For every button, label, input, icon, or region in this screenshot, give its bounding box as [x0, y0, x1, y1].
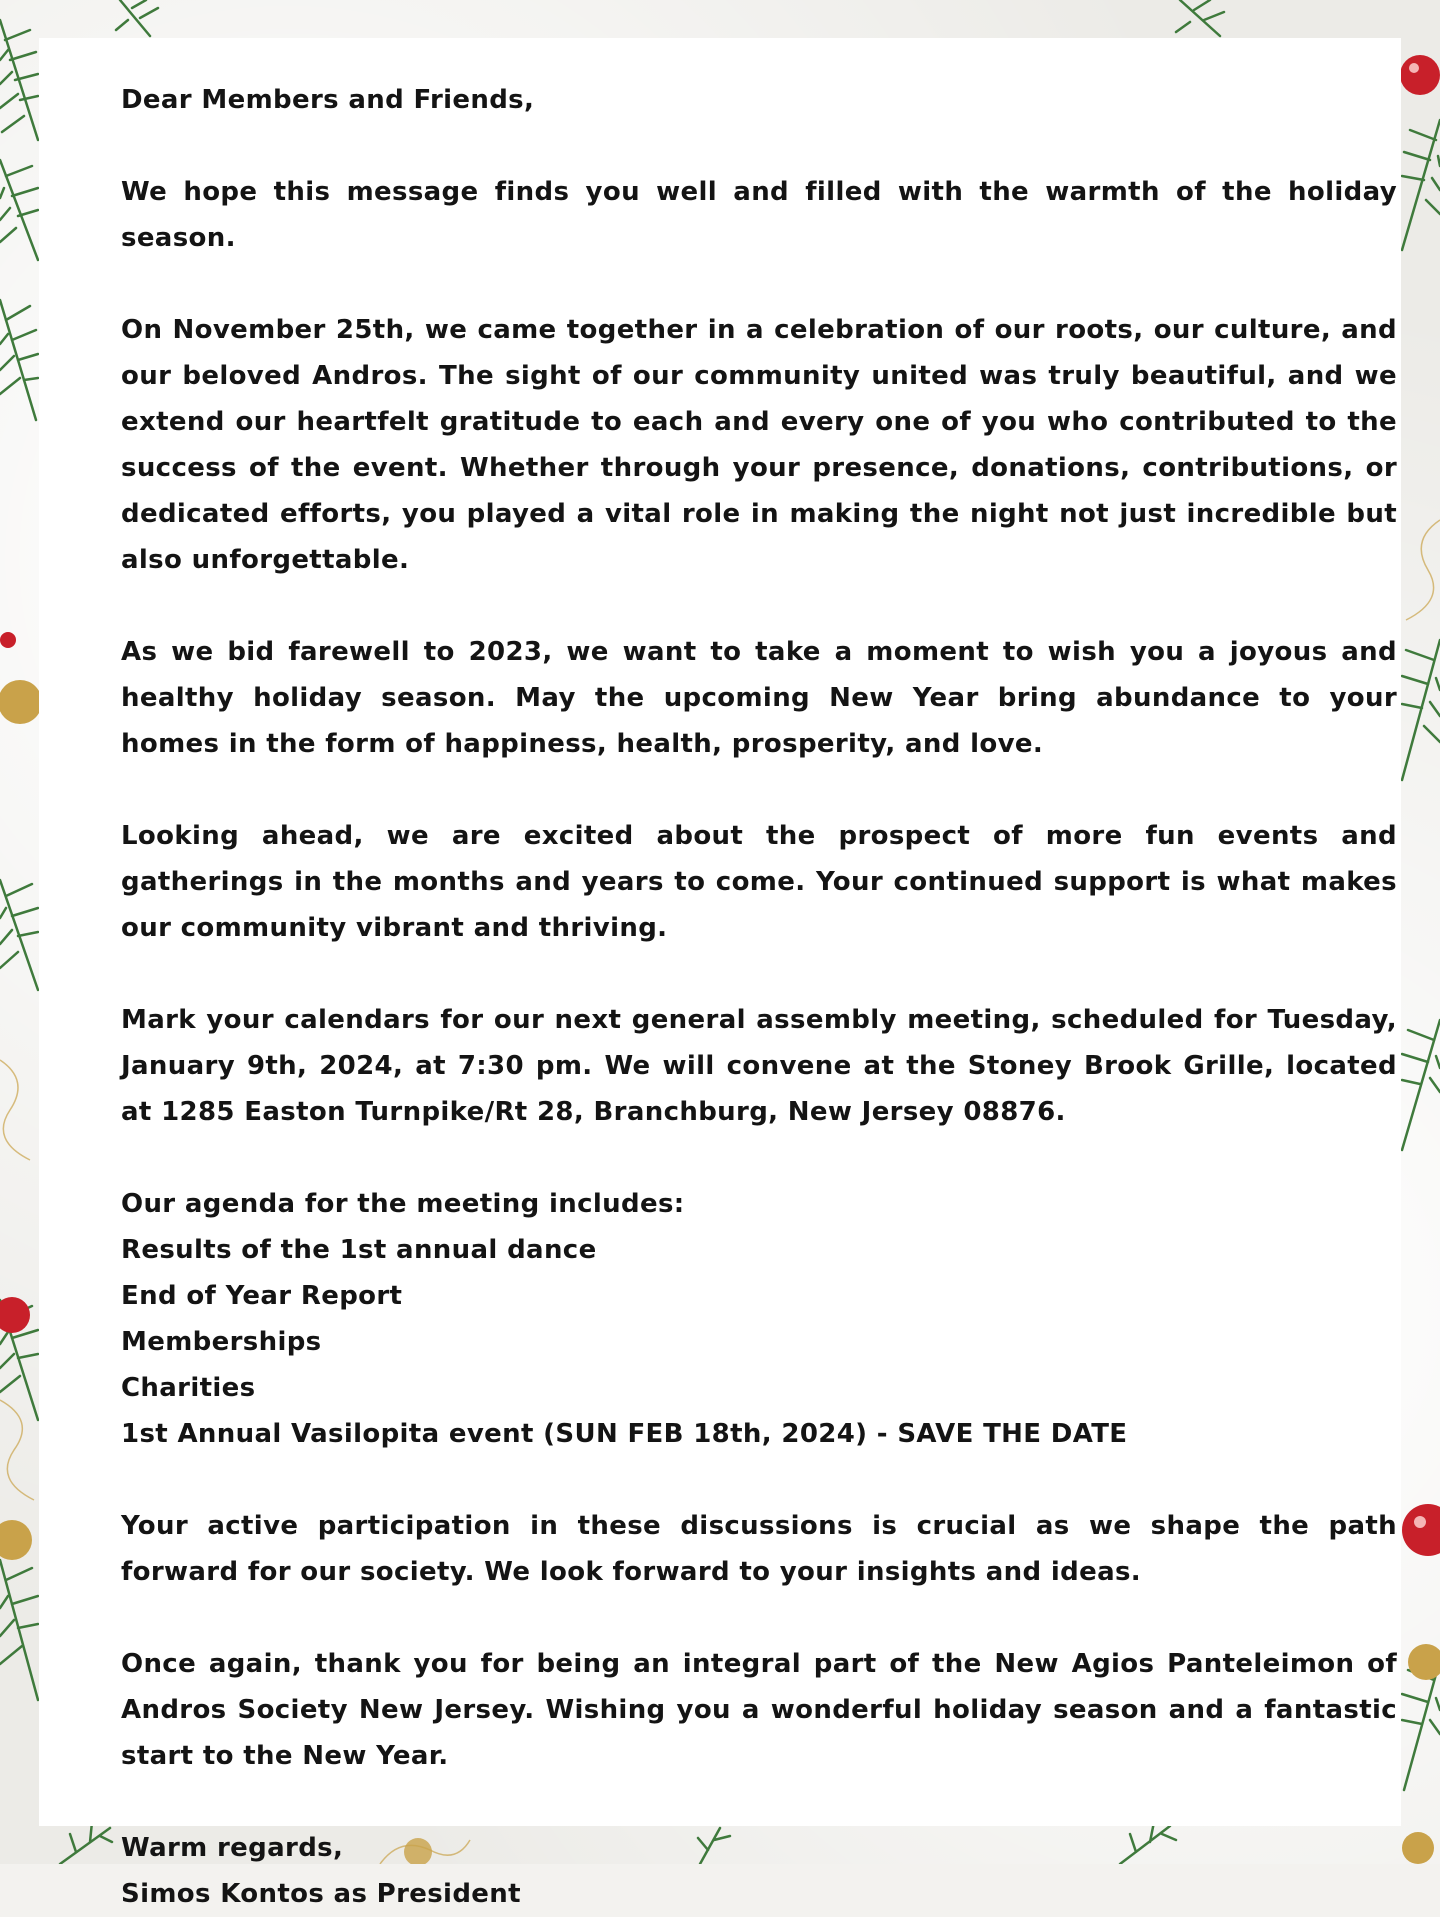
pine-branch-left-top — [0, 20, 38, 420]
letter-body — [121, 77, 1397, 1917]
paragraph-holiday-wishes: As we bid farewell to 2023, we want to take a moment to wish you a joyous and healthy holiday season. May the upcoming New Year bring abundance to your homes in the form of happiness, health, prosperity, and love. — [121, 637, 1397, 759]
agenda-item: Charities — [121, 1373, 256, 1403]
agenda-item: End of Year Report — [121, 1281, 403, 1311]
paragraph-celebration: On November 25th, we came together in a celebration of our roots, our culture, and our beloved Andros. The sight of our community united was truly beautiful, and we extend our heartfelt gratitude to each and every one of you who contributed to the success of the event. Whether through your presence, donations, contributions, or dedicated efforts, you played a vital role in making the night not just incredible but also unforgettable. — [121, 315, 1397, 575]
letter-paper — [39, 38, 1401, 1909]
signature-text: Simos Kontos as President — [121, 1879, 521, 1909]
agenda-item: Results of the 1st annual dance — [121, 1235, 597, 1265]
paragraph-intro: We hope this message finds you well and filled with the warmth of the holiday season. — [121, 177, 1397, 253]
paragraph-thanks: Once again, thank you for being an integral part of the New Agios Panteleimon of Andros Society New Jersey. Wishing you a wonderful holiday season and a fantastic start to the New Year. — [121, 1649, 1397, 1771]
agenda-item: Memberships — [121, 1327, 322, 1357]
signoff — [121, 1825, 1397, 1917]
closing-text: Warm regards, — [121, 1833, 344, 1863]
paragraph-meeting-details: Mark your calendars for our next general assembly meeting, scheduled for Tuesday, January 9th, 2024, at 7:30 pm. We will convene at the Stoney Brook Grille, located at 1285 Easton Turnpike/Rt 28, Branchburg, New Jersey 08876. — [121, 1005, 1397, 1127]
paragraph-participation: Your active participation in these discussions is crucial as we shape the path forward for our society. We look forward to your insights and ideas. — [121, 1511, 1397, 1587]
pine-branch-left-middle — [0, 880, 38, 1700]
agenda-heading: Our agenda for the meeting includes: — [121, 1189, 685, 1219]
agenda-list — [121, 1181, 1397, 1457]
agenda-item: 1st Annual Vasilopita event (SUN FEB 18th, 2024) - SAVE THE DATE — [121, 1419, 1128, 1449]
paragraph-looking-ahead: Looking ahead, we are excited about the prospect of more fun events and gatherings in the months and years to come. Your continued support is what makes our community vibrant and thriving. — [121, 821, 1397, 943]
greeting: Dear Members and Friends, — [121, 85, 535, 115]
